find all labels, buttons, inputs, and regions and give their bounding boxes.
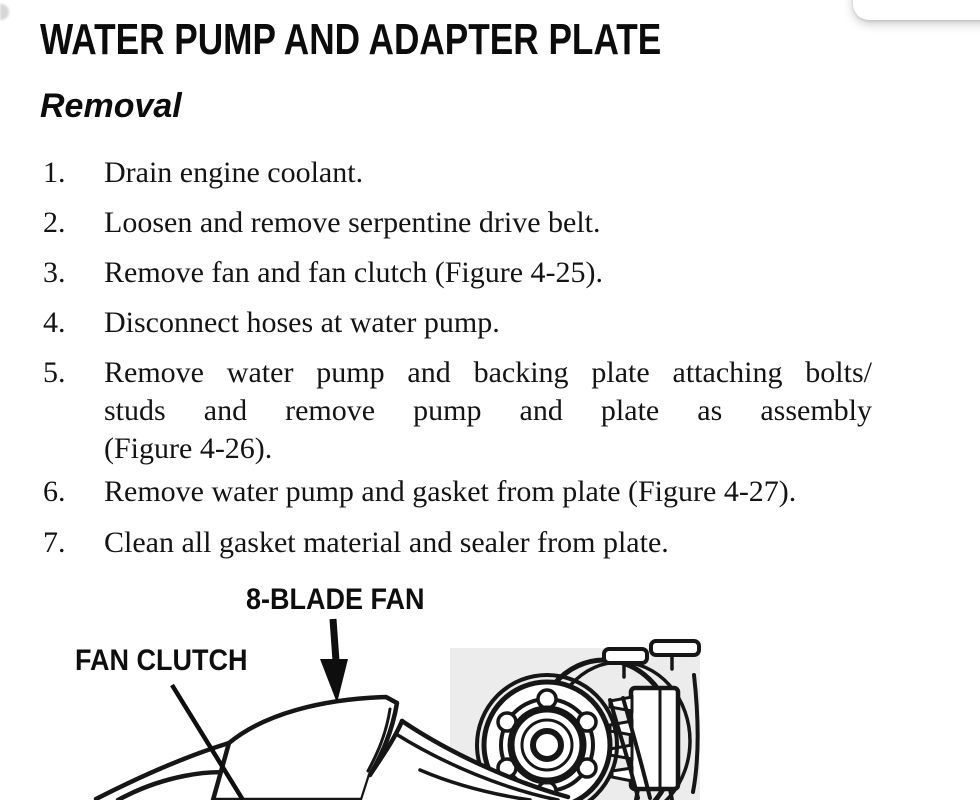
step-number: 5. xyxy=(43,356,66,389)
housing-tab xyxy=(651,641,699,655)
overlay-card[interactable] xyxy=(853,0,980,20)
figure-label-fan-clutch: FAN CLUTCH xyxy=(75,644,248,677)
step-text: Drain engine coolant. xyxy=(104,156,364,189)
figure-fan-and-clutch xyxy=(0,585,980,800)
step-text: Clean all gasket material and sealer from plate. xyxy=(104,526,669,559)
step-number: 4. xyxy=(43,306,66,339)
section-heading: Removal xyxy=(40,87,182,125)
step-number: 1. xyxy=(43,156,66,189)
step-6 xyxy=(43,473,883,511)
step-text: Remove water pump and gasket from plate (Figure 4-27). xyxy=(104,475,797,508)
step-number: 7. xyxy=(43,526,66,559)
step-number: 6. xyxy=(43,475,66,508)
step-text: Loosen and remove serpentine drive belt. xyxy=(104,206,601,239)
scan-edge-artifact xyxy=(0,4,9,20)
page-title: WATER PUMP AND ADAPTER PLATE xyxy=(40,15,662,64)
step-4 xyxy=(43,304,883,342)
step-text-line: (Figure 4-26). xyxy=(104,432,273,465)
clutch-hub-center xyxy=(533,731,561,759)
figure-label-8-blade-fan: 8-BLADE FAN xyxy=(246,583,425,616)
step-text xyxy=(104,354,872,468)
step-number: 2. xyxy=(43,206,66,239)
fan-clutch-line-drawing xyxy=(0,585,980,800)
step-1 xyxy=(43,154,883,192)
step-text-line: studs and remove pump and plate as assembly xyxy=(104,394,872,427)
step-7 xyxy=(43,524,883,562)
step-number: 3. xyxy=(43,256,66,289)
step-5 xyxy=(43,354,883,468)
step-text-line: Remove water pump and backing plate attaching bolts/ xyxy=(104,356,872,389)
removal-steps-list xyxy=(43,154,883,574)
step-text: Remove fan and fan clutch (Figure 4-25). xyxy=(104,256,603,289)
fan-callout-arrow xyxy=(320,619,348,703)
step-2 xyxy=(43,204,883,242)
step-3 xyxy=(43,254,883,292)
housing-tab xyxy=(604,649,647,663)
step-text: Disconnect hoses at water pump. xyxy=(104,306,500,339)
